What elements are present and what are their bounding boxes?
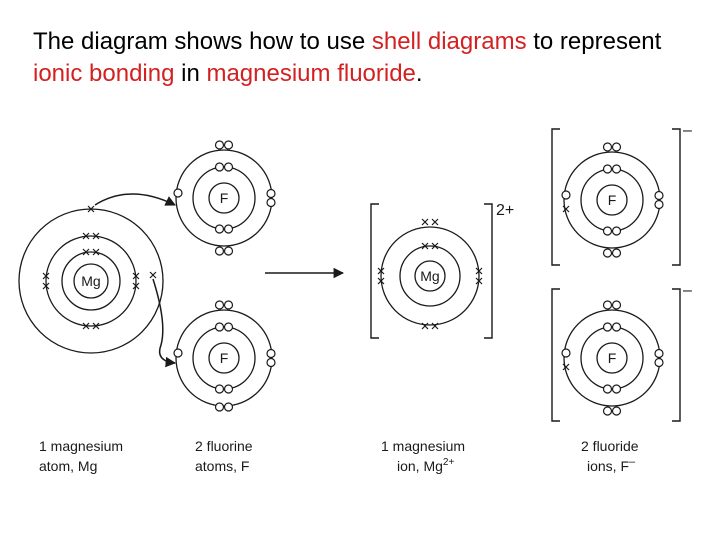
f-ion-electron-pair	[604, 227, 621, 235]
caption-mg-ion-base: ion, Mg	[397, 458, 443, 474]
f-ion-electron-pair	[604, 249, 621, 257]
shell-diagram-figure	[25, 105, 690, 495]
f-ion-electron	[562, 349, 570, 357]
caption-f-ions	[581, 438, 639, 474]
caption-mg-ion-line2	[397, 457, 454, 474]
f-ion-bottom	[552, 282, 692, 421]
f-atom-electron-pair	[267, 350, 275, 367]
caption-f-atoms-line1: 2 fluorine	[195, 438, 253, 454]
f-ion-electron-pair	[604, 323, 621, 331]
mg-atom	[19, 206, 163, 353]
f-ion-left-bracket	[552, 129, 560, 265]
caption-f-atoms	[195, 438, 253, 474]
mg-ion-electron-pair	[422, 323, 438, 329]
caption-mg-ion	[381, 438, 465, 474]
f-atom-symbol: F	[219, 190, 229, 206]
mg-atom-outer-electron	[150, 272, 156, 278]
caption-f-ions-base: ions, F	[587, 458, 630, 474]
caption-f-ions-line1: 2 fluoride	[581, 438, 639, 454]
caption-f-atoms-line2: atoms, F	[195, 458, 250, 474]
f-atom-single-electron	[174, 349, 182, 357]
mg-atom-symbol: Mg	[81, 273, 101, 289]
f-ion-electron-pair	[604, 165, 621, 173]
f-atom-symbol: F	[219, 350, 229, 366]
f-atom-electron-pair	[216, 385, 233, 393]
title-highlight-shell-diagrams: shell diagrams	[371, 28, 527, 55]
f-atom-electron-pair	[216, 141, 233, 149]
f-atom-single-electron	[174, 189, 182, 197]
caption-mg-ion-superscript: 2+	[442, 457, 455, 468]
f-ion-electron-pair	[604, 301, 621, 309]
f-ion-electron	[562, 191, 570, 199]
f-ion-left-bracket	[552, 289, 560, 421]
electron-transfer-arrow-top	[95, 194, 175, 205]
caption-mg-atom	[39, 438, 123, 474]
f-ion-electron-pair	[604, 385, 621, 393]
title-highlight-ionic-bonding: ionic bonding	[33, 60, 175, 87]
f-atom-electron-pair	[216, 163, 233, 171]
f-ion-electron-pair	[604, 143, 621, 151]
f-ion-electron-pair	[655, 192, 663, 209]
f-atom-top	[174, 141, 275, 255]
f-ion-electron-pair	[604, 407, 621, 415]
f-ion-charge: –	[683, 122, 692, 139]
mg-ion-charge: 2+	[496, 202, 515, 219]
f-ion-symbol: F	[607, 192, 617, 208]
caption-mg-atom-line2: atom, Mg	[39, 458, 98, 474]
f-atom-electron-pair	[216, 403, 233, 411]
caption-f-ions-superscript: –	[629, 456, 636, 468]
mg-ion-right-bracket	[484, 204, 492, 338]
mg-ion-electron-pair	[422, 219, 438, 225]
f-atom-bottom	[174, 301, 275, 411]
title-text-3: in	[174, 60, 207, 87]
figure-svg	[25, 105, 690, 495]
title-text-1: The diagram shows how to use	[33, 28, 372, 55]
f-atom-electron-pair	[267, 190, 275, 207]
f-atom-electron-pair	[216, 225, 233, 233]
f-ion-gained-electron	[563, 364, 569, 370]
f-ion-symbol: F	[607, 350, 617, 366]
title-text-4: .	[415, 60, 423, 87]
f-ion-electron-pair	[655, 350, 663, 367]
f-ion-gained-electron	[563, 206, 569, 212]
caption-mg-ion-line1: 1 magnesium	[381, 438, 466, 454]
caption-mg-atom-line1: 1 magnesium	[39, 438, 124, 454]
mg-ion-left-bracket	[371, 204, 379, 338]
caption-f-ions-line2	[587, 456, 636, 474]
f-atom-electron-pair	[216, 247, 233, 255]
electron-transfer-arrow-bottom	[153, 279, 175, 363]
title-text-2: to represent	[526, 28, 662, 55]
title-highlight-magnesium-fluoride: magnesium fluoride	[206, 60, 416, 87]
f-ion-right-bracket	[672, 129, 680, 265]
f-ion-right-bracket	[672, 289, 680, 421]
mg-ion-symbol: Mg	[420, 268, 440, 284]
page-title	[33, 26, 693, 90]
f-atom-electron-pair	[216, 323, 233, 331]
f-ion-charge: –	[683, 282, 692, 299]
f-ion-top	[552, 122, 692, 265]
f-atom-electron-pair	[216, 301, 233, 309]
mg-ion	[371, 202, 514, 338]
